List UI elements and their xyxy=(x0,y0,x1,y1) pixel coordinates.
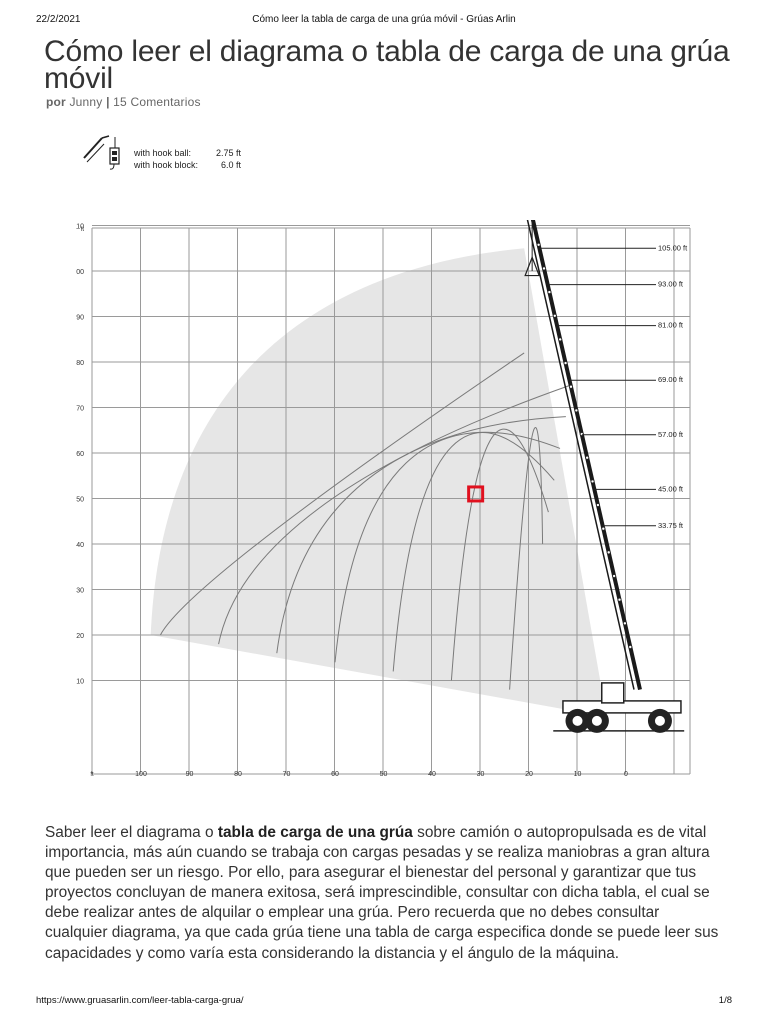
boom-pin xyxy=(602,527,605,530)
hook-legend xyxy=(80,132,280,180)
hook-ball-label: with hook ball: xyxy=(134,148,192,158)
boom-pin xyxy=(586,456,589,459)
boom-pin xyxy=(607,551,610,554)
hook-block-value: 6.0 ft xyxy=(221,160,242,170)
boom-pin xyxy=(623,622,626,625)
crane-wheel-hub xyxy=(655,716,665,726)
byline xyxy=(46,95,201,109)
boom-pin xyxy=(537,243,540,246)
x-tick-label: 100 xyxy=(135,771,147,778)
y-tick-label: 70 xyxy=(76,405,84,413)
boom-pin xyxy=(559,338,562,341)
boom-length-label: 81.00 ft xyxy=(658,320,684,330)
boom-pin xyxy=(629,645,632,648)
page-title: Cómo leer el diagrama o tabla de carga de una grúa móvil xyxy=(44,35,730,95)
boom-pin xyxy=(575,409,578,412)
x-tick-label: 60 xyxy=(331,771,339,778)
y-tick-label: 30 xyxy=(76,587,84,595)
y-tick-label: 40 xyxy=(76,542,84,549)
y-unit-label: ft xyxy=(80,227,84,233)
x-tick-label: 70 xyxy=(282,771,291,778)
boom-pin xyxy=(613,574,616,577)
boom-pin xyxy=(542,267,545,270)
load-chart-svg xyxy=(76,220,700,786)
boom-pin xyxy=(569,385,572,388)
boom-pin xyxy=(591,480,594,483)
crane-cab xyxy=(602,683,624,703)
x-tick-label: 50 xyxy=(379,771,388,778)
y-tick-label: 10 xyxy=(76,678,84,686)
boom-length-label: 69.00 ft xyxy=(658,375,684,385)
hook-icon xyxy=(80,132,120,180)
boom-length-label: 33.75 ft xyxy=(658,520,684,530)
y-tick-label: 00 xyxy=(76,269,84,276)
y-tick-label: 60 xyxy=(76,451,84,458)
byline-prefix: por xyxy=(46,95,66,109)
author-link[interactable]: Junny xyxy=(69,95,103,109)
y-tick-label: 50 xyxy=(76,496,84,504)
boom-length-label: 45.00 ft xyxy=(658,484,684,494)
print-url: https://www.gruasarlin.com/leer-tabla-carga-grua/ xyxy=(36,995,244,1006)
y-tick-label: 90 xyxy=(76,314,84,322)
print-doc-title: Cómo leer la tabla de carga de una grúa móvil - Grúas Arlin xyxy=(252,14,516,25)
hook-ball-value: 2.75 ft xyxy=(216,148,242,158)
boom-pin xyxy=(553,314,556,317)
boom-pin xyxy=(618,598,621,601)
x-tick-label: 80 xyxy=(234,771,242,778)
body-bold-keyword: tabla de carga de una grúa xyxy=(217,824,413,841)
y-tick-label: 80 xyxy=(76,360,84,367)
x-tick-label: 30 xyxy=(476,771,485,778)
lift-envelope xyxy=(151,248,607,717)
print-page-number: 1/8 xyxy=(718,995,732,1006)
article-body xyxy=(45,823,725,964)
x-tick-label: 10 xyxy=(573,771,582,778)
hook-block-label: with hook block: xyxy=(134,160,199,170)
crane-wheel-hub xyxy=(592,716,602,726)
y-tick-label: 10 xyxy=(76,223,84,231)
boom-length-label: 93.00 ft xyxy=(658,279,684,289)
boom-length-label: 105.00 ft xyxy=(658,243,688,253)
print-header xyxy=(0,14,768,30)
comments-link[interactable]: 15 Comentarios xyxy=(113,95,201,109)
x-tick-label: 40 xyxy=(428,771,436,778)
x-tick-label: 20 xyxy=(525,771,533,778)
x-unit-label: ft xyxy=(90,772,94,778)
x-tick-label: 90 xyxy=(185,771,194,778)
boom-length-label: 57.00 ft xyxy=(658,429,684,439)
y-tick-label: 20 xyxy=(76,633,84,640)
crane-wheel-hub xyxy=(573,716,583,726)
body-part1: Saber leer el diagrama o xyxy=(45,824,218,841)
byline-separator: | xyxy=(106,95,110,109)
boom-pin xyxy=(596,503,599,506)
print-date: 22/2/2021 xyxy=(36,14,81,25)
body-part2: sobre camión o autopropulsada es de vital importancia, más aún cuando se trabaja con cargas pesadas y se realiza maniobras a gran altura que pueden ser un riesgo. Por ello, para asegurar el bienestar del personal y garantizar que tus proyectos concluyan de manera exitosa, será imprescindible, consultar con dicha tabla, el cual se debe realizar antes de alquilar o emplear una grúa. Pero recuerda que no debes consultar cualquier diagrama, ya que cada grúa tiene una tabla de carga especifica donde se puede leer sus capacidades y como varía esta considerando la distancia y el ángulo de la máquina. xyxy=(45,824,719,962)
boom-pin xyxy=(564,361,567,364)
x-tick-label: 0 xyxy=(624,771,628,778)
print-footer xyxy=(0,995,768,1009)
load-chart xyxy=(76,220,700,786)
boom-pin xyxy=(548,291,551,294)
